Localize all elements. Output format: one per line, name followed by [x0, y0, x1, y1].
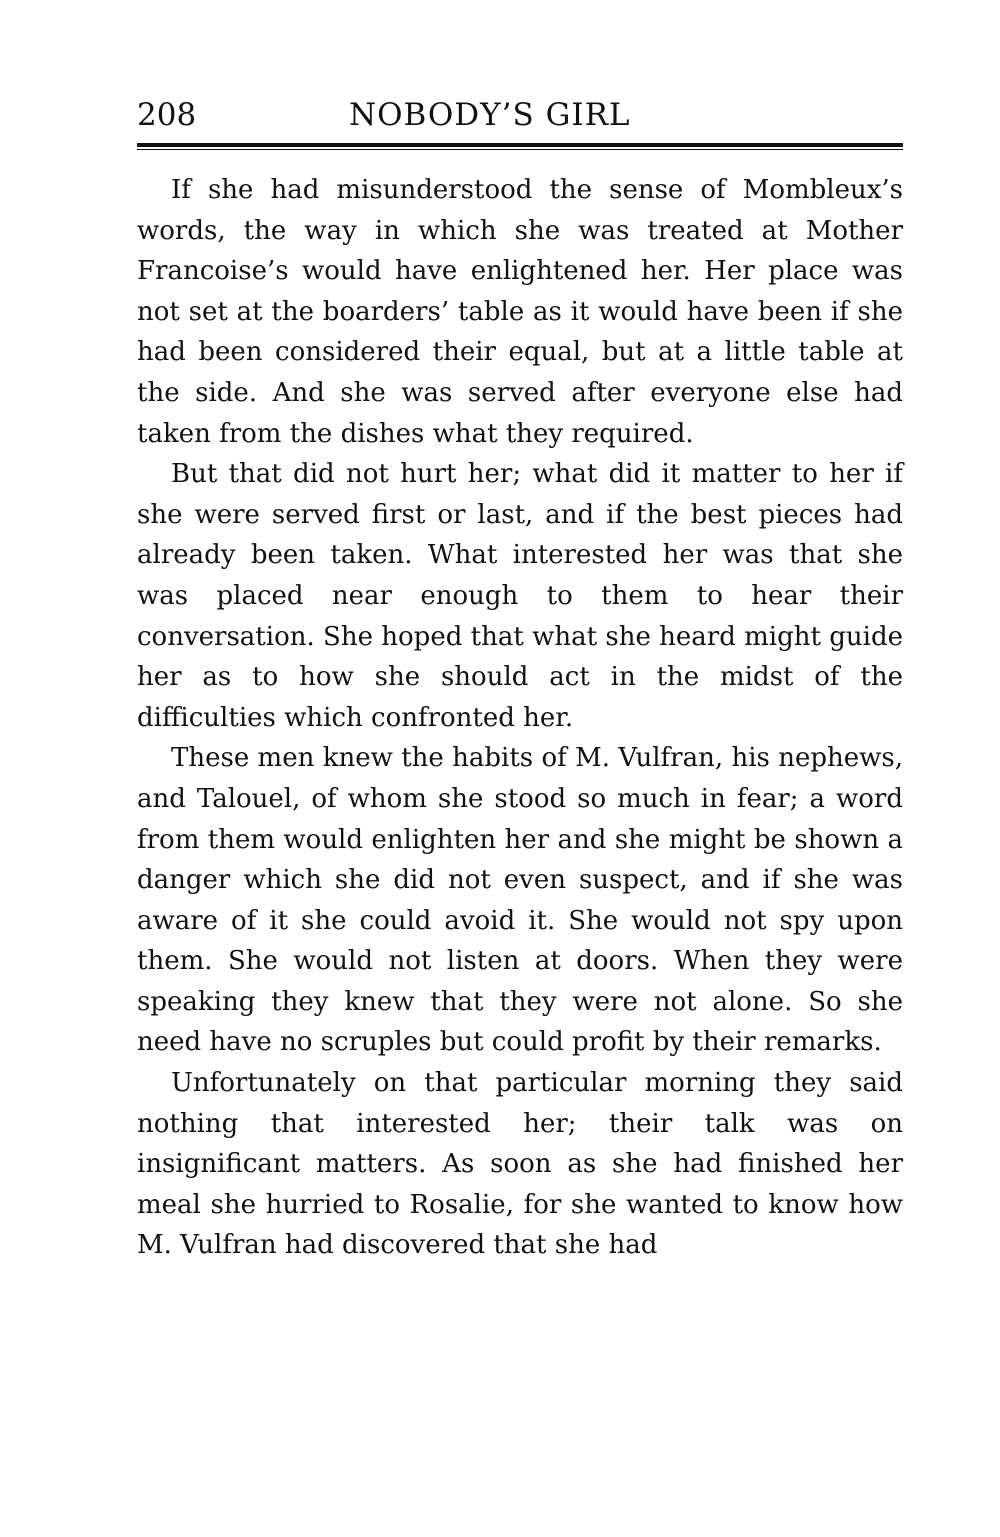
page-number: 208	[137, 97, 197, 133]
running-head	[137, 95, 903, 139]
body-text	[137, 170, 903, 1266]
paragraph: These men knew the habits of M. Vulfran, his nephews, and Talouel, of whom she stood so much in fear; a word from them would enlighten her and she might be shown a danger which she did not even suspect, and if she was aware of it she could avoid it. She would not spy upon them. She would not listen at doors. When they were speaking they knew that they were not alone. So she need have no scruples but could profit by their remarks.	[137, 743, 903, 1058]
book-page	[137, 95, 903, 1266]
paragraph: Unfortunately on that particular morning they said nothing that interested her; their talk was on insignificant matters. As soon as she had finished her meal she hurried to Rosalie, for she wanted to know how M. Vulfran had discovered that she had	[137, 1068, 903, 1261]
paragraph: If she had misunderstood the sense of Mombleux’s words, the way in which she was treated at Mother Francoise’s would have enlightened her. Her place was not set at the boarders’ table as it would have been if she had been considered their equal, but at a little table at the side. And she was served after everyone else had taken from the dishes what they required.	[137, 175, 903, 449]
header-rule	[137, 143, 903, 150]
paragraph: But that did not hurt her; what did it matter to her if she were served first or last, and if the best pieces had already been taken. What interested her was that she was placed near enough to them to hear their conversation. She hoped that what she heard might guide her as to how she should act in the midst of the difficulties which confronted her.	[137, 459, 903, 733]
book-title: NOBODY’S GIRL	[349, 97, 631, 133]
